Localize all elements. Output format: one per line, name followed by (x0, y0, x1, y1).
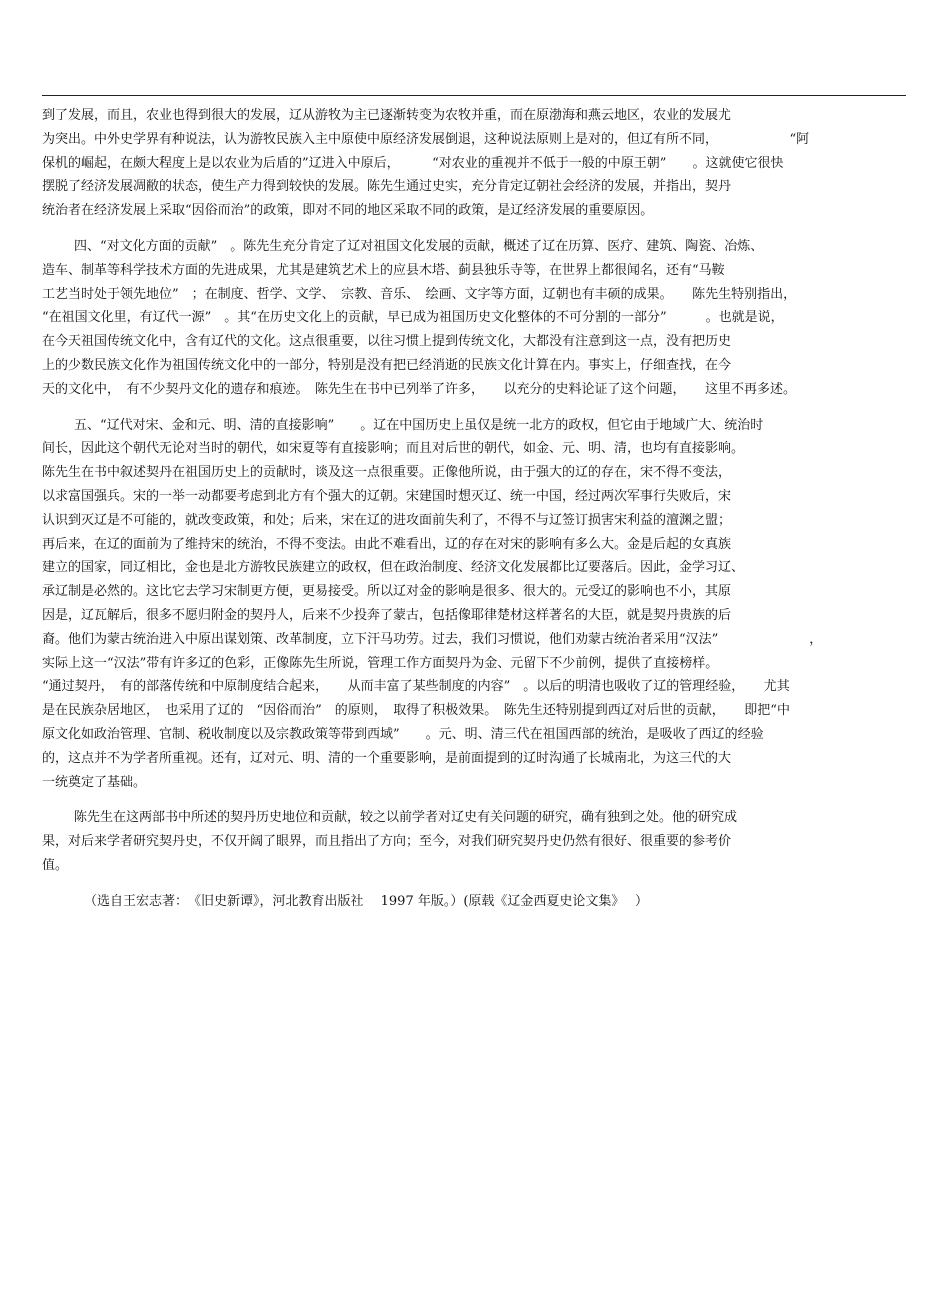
text-line: 建立的国家，同辽相比，金也是北方游牧民族建立的政权，但在政治制度、经济文化发展都比辽要落后。因此，金学习辽、 (42, 560, 745, 576)
text-line: 保机的崛起，在颇大程度上是以农业为后盾的”辽进入中原后， “对农业的重视并不低于一般的中原王朝” 。这就使它很快 (42, 155, 784, 171)
text-line: 五、“辽代对宋、金和元、明、清的直接影响” 。辽在中国历史上虽仅是统一北方的政权，但它由于地域广大、统治时 (74, 417, 764, 433)
text-line: 值。 (42, 857, 69, 873)
text-line: 原文化如政治管理、官制、税收制度以及宗教政策等带到西域” 。元、明、清三代在祖国西部的统治，是吸收了西辽的经验 (42, 726, 764, 742)
header-rule (42, 95, 906, 96)
text-line: 实际上这一“汉法”带有许多辽的色彩，正像陈先生所说，管理工作方面契丹为金、元留下不少前例，提供了直接榜样。 (42, 655, 719, 671)
text-line: 天的文化中， 有不少契丹文化的遗存和痕迹。 陈先生在书中已列举了许多， 以充分的史料论证了这个问题， 这里不再多述。 (42, 381, 797, 397)
text-line: 是在民族杂居地区， 也采用了辽的 “因俗而治” 的原则， 取得了积极效果。 陈先生还特别提到西辽对后世的贡献， 即把“中 (42, 703, 790, 719)
text-line: 在今天祖国传统文化中，含有辽代的文化。这点很重要，以往习惯上提到传统文化，大都没有注意到这一点，没有把历史 (42, 334, 732, 350)
text-line: 再后来，在辽的面前为了维持宋的统治，不得不变法。由此不难看出，辽的存在对宋的影响有多么大。金是后起的女真族 (42, 536, 732, 552)
text-line: 四、“对文化方面的贡献” 。陈先生充分肯定了辽对祖国文化发展的贡献，概述了辽在历算、医疗、建筑、陶瓷、冶炼、 (74, 238, 764, 254)
text-line: 工艺当时处于领先地位” ；在制度、哲学、文学、 宗教、音乐、 绘画、文字等方面，辽朝也有丰硕的成果。 陈先生特别指出， (42, 286, 797, 302)
paragraph-conclusion (42, 806, 908, 877)
text-line: 果，对后来学者研究契丹史，不仅开阔了眼界，而且指出了方向；至今，对我们研究契丹史仍然有很好、很重要的参考价 (42, 834, 732, 850)
text-line: 认识到灭辽是不可能的，就改变政策，和处；后来，宋在辽的进攻面前失利了，不得不与辽签订损害宋利益的澶渊之盟； (42, 512, 732, 528)
text-line: 裔。他们为蒙古统治进入中原出谋划策、改革制度，立下汗马功劳。过去，我们习惯说，他们劝蒙古统治者采用“汉法” ， (42, 631, 823, 647)
text-line: 到了发展，而且，农业也得到很大的发展，辽从游牧为主已逐渐转变为农牧并重，而在原渤海和燕云地区，农业的发展尤 (42, 108, 732, 123)
text-line: “在祖国文化里，有辽代一源” 。其“在历史文化上的贡献，早已成为祖国历史文化整体的不可分割的一部分” 。也就是说， (42, 310, 784, 326)
paragraph-section-four (42, 235, 908, 402)
text-line: 上的少数民族文化作为祖国传统文化中的一部分，特别是没有把已经消逝的民族文化计算在内。事实上，仔细查找，在今 (42, 357, 732, 373)
paragraph-intro-continued (42, 104, 908, 223)
text-line: 陈先生在书中叙述契丹在祖国历史上的贡献时，谈及这一点很重要。正像他所说，由于强大的辽的存在，宋不得不变法， (42, 465, 732, 481)
text-line: 承辽制是必然的。这比它去学习宋制更方便，更易接受。所以辽对金的影响是很多、很大的。元受辽的影响也不小，其原 (42, 584, 732, 600)
text-line: 的，这点并不为学者所重视。还有，辽对元、明、清的一个重要影响，是前面提到的辽时沟通了长城南北，为这三代的大 (42, 750, 732, 766)
article-body (42, 104, 908, 914)
source-citation: （选自王宏志著： 《旧史新谭》，河北教育出版社 1997 年版。）(原载《辽金西夏史论文集》 ） (84, 893, 649, 909)
text-line: 为突出。中外史学界有种说法，认为游牧民族入主中原使中原经济发展倒退，这种说法原则上是对的，但辽有所不同， “阿 (42, 131, 810, 147)
text-line: 一统奠定了基础。 (42, 774, 147, 790)
text-line: 统治者在经济发展上采取“因俗而治”的政策，即对不同的地区采取不同的政策，是辽经济发展的重要原因。 (42, 203, 654, 219)
text-line: 造车、制革等科学技术方面的先进成果，尤其是建筑艺术上的应县木塔、蓟县独乐寺等，在世界上都很闻名，还有“马鞍 (42, 262, 725, 278)
text-line: 陈先生在这两部书中所述的契丹历史地位和贡献，较之以前学者对辽史有关问题的研究，确有独到之处。他的研究成 (74, 810, 738, 826)
text-line: 以求富国强兵。宋的一举一动都要考虑到北方有个强大的辽朝。宋建国时想灭辽、统一中国，经过两次军事行失败后，宋 (42, 488, 732, 504)
text-line: 因是，辽瓦解后，很多不愿归附金的契丹人，后来不少投奔了蒙古，包括像耶律楚材这样著名的大臣，就是契丹贵族的后 (42, 607, 732, 623)
text-line: 摆脱了经济发展凋敝的状态，使生产力得到较快的发展。陈先生通过史实，充分肯定辽朝社会经济的发展，并指出，契丹 (42, 179, 732, 195)
text-line: 间长，因此这个朝代无论对当时的朝代，如宋夏等有直接影响；而且对后世的朝代，如金、元、明、清，也均有直接影响。 (42, 441, 745, 457)
text-line: “通过契丹， 有的部落传统和中原制度结合起来， 从而丰富了某些制度的内容” 。以后的明清也吸收了辽的管理经验， 尤其 (42, 679, 790, 695)
paragraph-section-five (42, 414, 908, 795)
